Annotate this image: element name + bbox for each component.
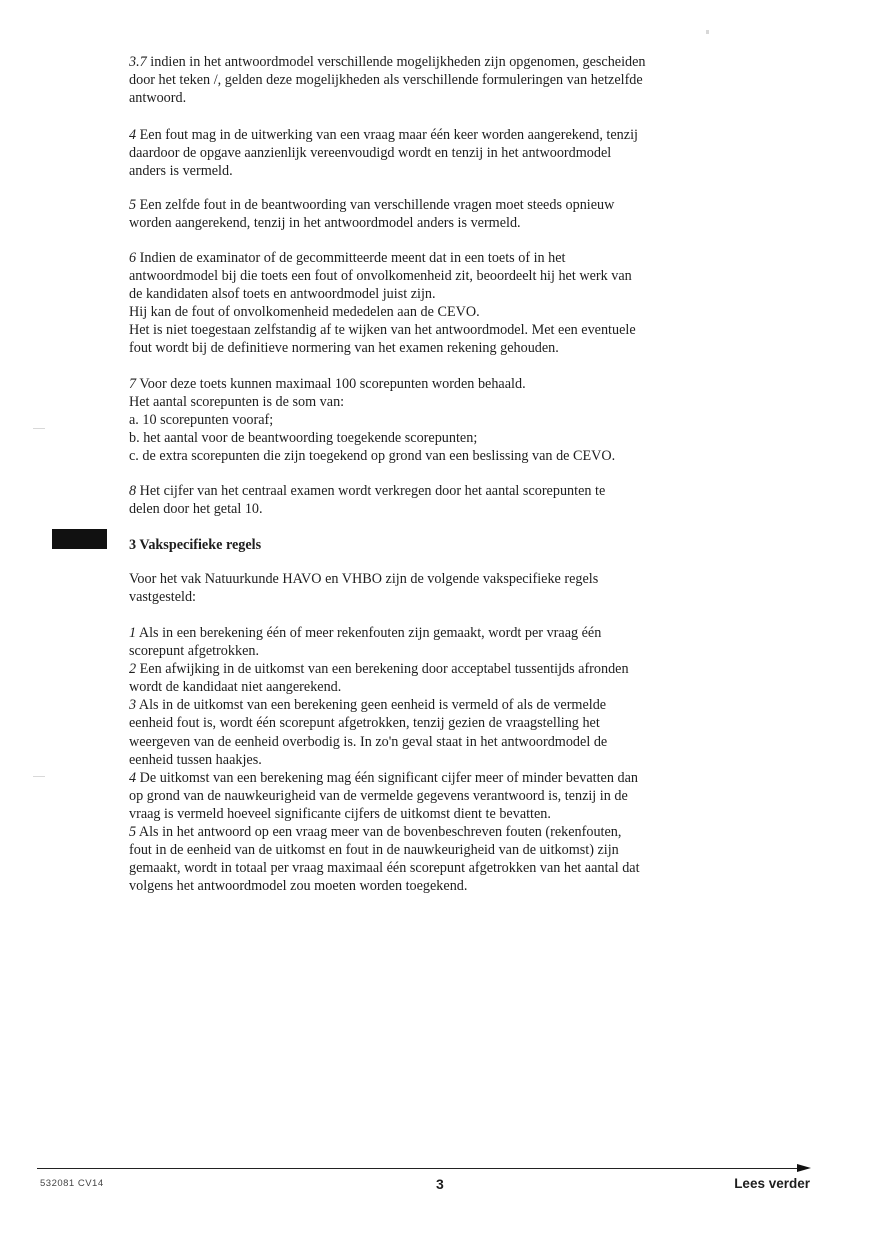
rule-text: b. het aantal voor de beantwoording toegekende scorepunten;	[129, 430, 478, 447]
rule-text: Als in een berekening één of meer rekenfouten zijn gemaakt, wordt per vraag één	[136, 625, 602, 641]
rule-3-7	[129, 53, 744, 107]
rule-text: delen door het getal 10.	[129, 501, 263, 518]
rule-text: daardoor de opgave aanzienlijk vereenvoudigd wordt en tenzij in het antwoordmodel	[129, 145, 612, 162]
rule-text: Een fout mag in de uitwerking van een vraag maar één keer worden aangerekend, tenzij	[136, 127, 638, 143]
rule-text: volgens het antwoordmodel zou moeten worden toegekend.	[129, 878, 468, 895]
rule-text: fout wordt bij de definitieve normering van het examen rekening gehouden.	[129, 340, 559, 357]
rule-text: c. de extra scorepunten die zijn toegekend op grond van een beslissing van de CEVO.	[129, 448, 616, 465]
rule-number: 1	[129, 625, 137, 641]
rule-text: eenheid fout is, wordt één scorepunt afgetrokken, tenzij gezien de vraagstelling het	[129, 715, 600, 732]
rule-text: De uitkomst van een berekening mag één significant cijfer meer of minder bevatten dan	[136, 769, 638, 786]
rule-text: Een zelfde fout in de beantwoording van verschillende vragen moet steeds opnieuw	[136, 197, 615, 213]
rule-number: 4	[129, 127, 137, 143]
section-heading: 3 Vakspecifieke regels	[129, 537, 262, 553]
scan-speck	[706, 30, 709, 34]
rule-number: 5	[129, 197, 137, 213]
rule-number: 3.7	[129, 54, 147, 70]
rule-number: 3	[129, 697, 137, 714]
rule-text: vraag is vermeld hoeveel significante cijfers de uitkomst dient te bevatten.	[129, 805, 551, 822]
rule-text: Een afwijking in de uitkomst van een berekening door acceptabel tussentijds afronden	[136, 661, 629, 678]
rule-text: Indien de examinator of de gecommitteerde meent dat in een toets of in het	[136, 250, 566, 266]
rule-text: Hij kan de fout of onvolkomenheid mededelen aan de CEVO.	[129, 304, 480, 321]
rule-4	[129, 126, 744, 180]
footer-rule	[37, 1168, 805, 1169]
rule-text: worden aangerekend, tenzij in het antwoordmodel anders is vermeld.	[129, 215, 521, 232]
continue-label: Lees verder	[734, 1176, 810, 1191]
rule-number: 2	[129, 661, 137, 678]
scan-speck	[33, 428, 45, 429]
rule-number: 4	[129, 769, 137, 786]
rule-number: 7	[129, 376, 137, 392]
rule-text: Voor deze toets kunnen maximaal 100 scorepunten worden behaald.	[136, 376, 526, 392]
rule-text: eenheid tussen haakjes.	[129, 751, 262, 768]
rule-text: op grond van de nauwkeurigheid van de vermelde gegevens verantwoord is, tenzij in de	[129, 787, 628, 804]
scan-speck	[33, 776, 45, 777]
specific-rules	[129, 624, 744, 895]
intro-text: vastgesteld:	[129, 589, 196, 606]
rule-text: fout in de eenheid van de uitkomst en fout in de nauwkeurigheid van de uitkomst) zijn	[129, 842, 619, 859]
rule-text: Het aantal scorepunten is de som van:	[129, 394, 345, 411]
rule-7	[129, 375, 744, 465]
rule-6	[129, 249, 744, 358]
page-number: 3	[436, 1176, 444, 1192]
intro-text: Voor het vak Natuurkunde HAVO en VHBO zijn de volgende vakspecifieke regels	[129, 571, 599, 587]
rule-text: wordt de kandidaat niet aangerekend.	[129, 679, 342, 696]
rule-text: indien in het antwoordmodel verschillende mogelijkheden zijn opgenomen, gescheiden	[146, 54, 646, 70]
rule-5	[129, 196, 744, 232]
rule-text: weergeven van de eenheid overbodig is. In zo'n geval staat in het antwoordmodel de	[129, 733, 608, 750]
rule-number: 6	[129, 250, 137, 266]
rule-text: antwoordmodel bij die toets een fout of onvolkomenheid zit, beoordeelt hij het werk van	[129, 268, 632, 285]
rule-number: 5	[129, 824, 137, 841]
rule-text: scorepunt afgetrokken.	[129, 643, 260, 660]
rule-number: 8	[129, 483, 137, 499]
rule-text: door het teken /, gelden deze mogelijkheden als verschillende formuleringen van hetzelfde	[129, 72, 643, 89]
rule-text: Het is niet toegestaan zelfstandig af te wijken van het antwoordmodel. Met een eventuele	[129, 322, 636, 339]
rule-text: de kandidaten alsof toets en antwoordmodel juist zijn.	[129, 286, 436, 303]
document-code: 532081 CV14	[40, 1178, 104, 1189]
section-intro	[129, 570, 744, 606]
rule-8	[129, 482, 744, 518]
rule-text: Als in de uitkomst van een berekening geen eenheid is vermeld of als de vermelde	[136, 697, 607, 714]
rule-text: anders is vermeld.	[129, 163, 233, 180]
rule-text: a. 10 scorepunten vooraf;	[129, 412, 274, 429]
arrow-right-icon	[797, 1164, 811, 1172]
rule-text: antwoord.	[129, 90, 187, 107]
rule-text: Als in het antwoord op een vraag meer van de bovenbeschreven fouten (rekenfouten,	[136, 824, 622, 841]
rule-text: Het cijfer van het centraal examen wordt verkregen door het aantal scorepunten te	[136, 483, 606, 499]
rule-text: gemaakt, wordt in totaal per vraag maximaal één scorepunt afgetrokken van het aantal dat	[129, 860, 640, 877]
section-marker	[52, 529, 107, 549]
